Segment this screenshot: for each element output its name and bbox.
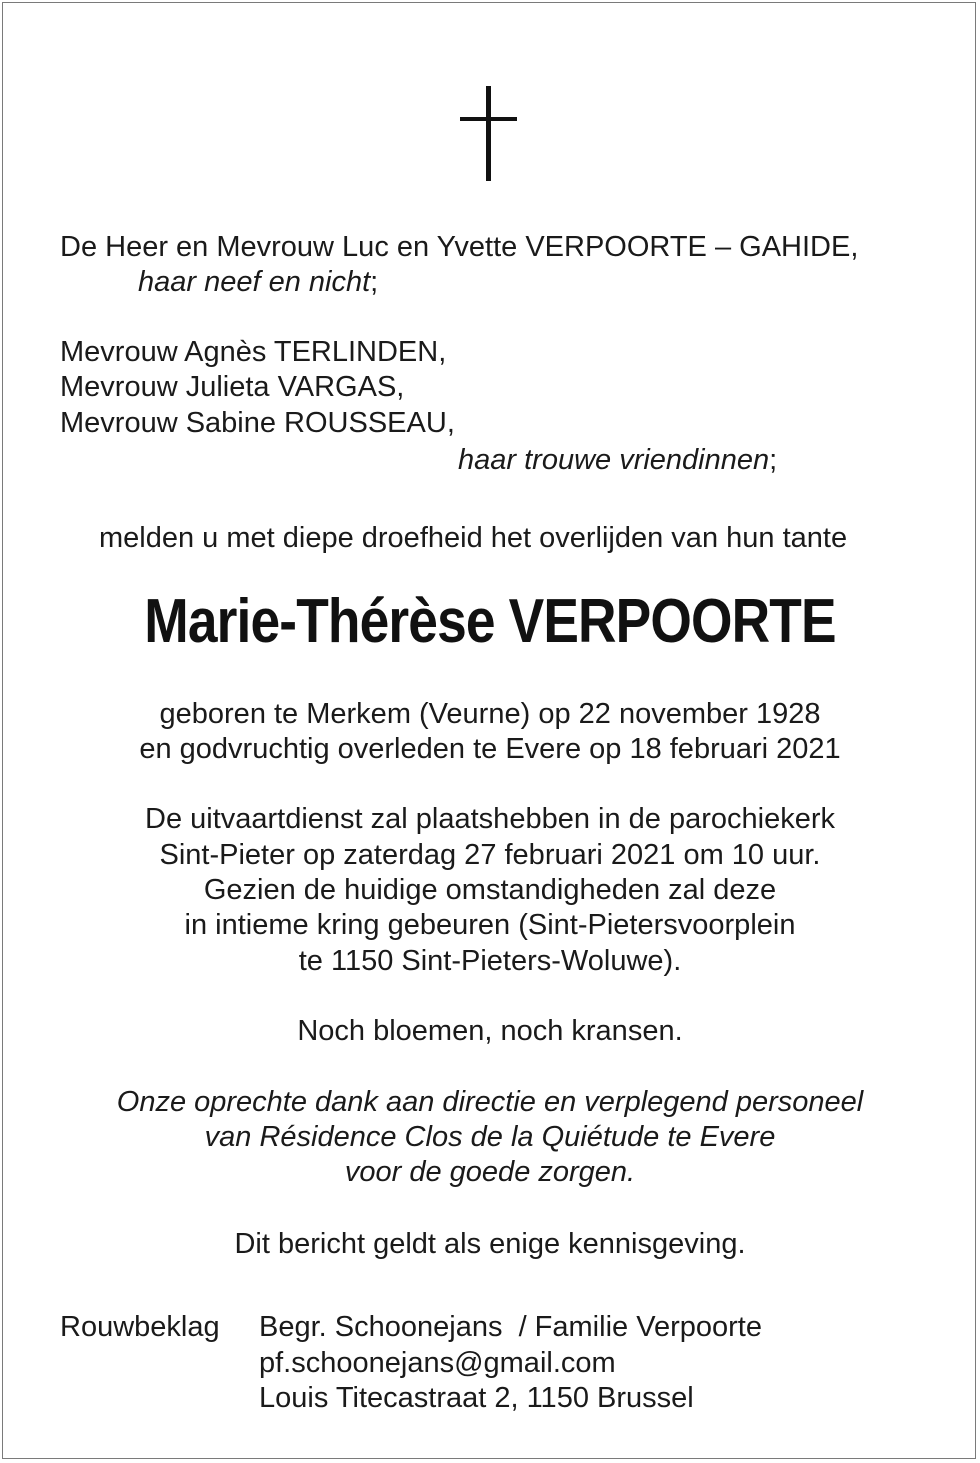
- birth-line: geboren te Merkem (Veurne) op 22 november 1928: [159, 698, 821, 730]
- family-line: De Heer en Mevrouw Luc en Yvette VERPOORTE – GAHIDE,: [60, 231, 859, 263]
- condolences-address: Louis Titecastraat 2, 1150 Brussel: [259, 1382, 694, 1414]
- thanks-line: van Résidence Clos de la Quiétude te Evere: [204, 1121, 776, 1153]
- friend-name: Mevrouw Sabine ROUSSEAU,: [60, 407, 455, 439]
- condolences-line: Begr. Schoonejans / Familie Verpoorte: [259, 1311, 762, 1343]
- condolences-email: pf.schoonejans@gmail.com: [259, 1347, 616, 1379]
- thanks-line: Onze oprechte dank aan directie en verplegend personeel: [116, 1086, 864, 1118]
- thanks-line: voor de goede zorgen.: [344, 1156, 636, 1188]
- friend-name: Mevrouw Agnès TERLINDEN,: [60, 336, 447, 368]
- service-line: in intieme kring gebeuren (Sint-Pietersvoorplein: [184, 909, 796, 941]
- service-line: te 1150 Sint-Pieters-Woluwe).: [298, 945, 682, 977]
- deceased-name: Marie-Thérèse VERPOORTE: [144, 587, 836, 656]
- service-line: Sint-Pieter op zaterdag 27 februari 2021 om 10 uur.: [159, 839, 821, 871]
- death-line: en godvruchtig overleden te Evere op 18 februari 2021: [139, 733, 841, 765]
- flowers-line: Noch bloemen, noch kransen.: [297, 1015, 683, 1047]
- notice-line: Dit bericht geldt als enige kennisgeving.: [234, 1228, 746, 1260]
- condolences-label: Rouwbeklag: [60, 1311, 220, 1343]
- service-line: De uitvaartdienst zal plaatshebben in de parochiekerk: [145, 803, 835, 835]
- service-line: Gezien de huidige omstandigheden zal deze: [203, 874, 777, 906]
- friends-role: haar trouwe vriendinnen;: [458, 444, 778, 476]
- friend-name: Mevrouw Julieta VARGAS,: [60, 371, 405, 403]
- family-role: haar neef en nicht;: [138, 266, 379, 298]
- announcement: melden u met diepe droefheid het overlijden van hun tante: [99, 522, 848, 554]
